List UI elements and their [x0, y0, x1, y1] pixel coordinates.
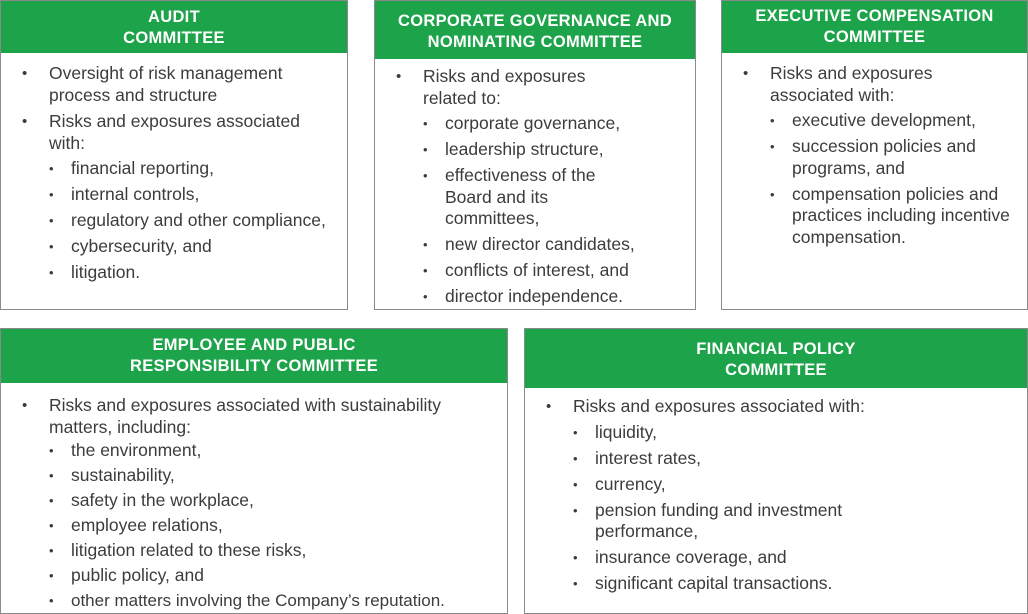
employee-public-responsibility-committee-box	[0, 328, 508, 614]
sub-list	[49, 158, 333, 284]
sub-list-item: • executive development,	[770, 110, 1017, 132]
sub-list	[423, 113, 681, 308]
bullet-list	[722, 63, 1017, 248]
corporate-governance-committee-box	[374, 0, 696, 310]
sub-list-item: • liquidity,	[573, 422, 907, 444]
header-line: RESPONSIBILITY COMMITTEE	[130, 357, 378, 375]
list-item	[1, 63, 333, 106]
sub-list-item: • corporate governance,	[423, 113, 681, 135]
corporate-governance-committee-header	[375, 1, 695, 59]
header-line: EMPLOYEE AND PUBLIC	[152, 336, 356, 354]
header-line: COMMITTEE	[725, 361, 827, 379]
sub-list	[49, 440, 501, 612]
sub-list-item: • effectiveness of the Board and its committees,	[423, 165, 681, 230]
sub-list-item: • insurance coverage, and	[573, 547, 907, 569]
financial-policy-committee-body	[525, 388, 1027, 595]
list-item	[1, 111, 333, 284]
executive-compensation-committee-body	[722, 53, 1027, 248]
executive-compensation-committee-box	[721, 0, 1028, 310]
sub-list	[573, 422, 907, 595]
sub-list-item: • significant capital transactions.	[573, 573, 907, 595]
corporate-governance-committee-body	[375, 59, 695, 308]
sub-list-item: • litigation related to these risks,	[49, 540, 501, 562]
sub-list-item: • other matters involving the Company’s reputation.	[49, 590, 501, 612]
sub-list-item: • compensation policies and practices including incentive compensation.	[770, 184, 1017, 249]
financial-policy-committee-header	[525, 329, 1027, 388]
list-item-text: Risks and exposures associated with sustainability matters, including:	[49, 395, 441, 437]
sub-list-item: • currency,	[573, 474, 907, 496]
header-line: FINANCIAL POLICY	[696, 340, 856, 358]
sub-list-item: • sustainability,	[49, 465, 501, 487]
sub-list	[770, 110, 1017, 248]
bullet-list	[1, 395, 501, 612]
sub-list-item: • new director candidates,	[423, 234, 681, 256]
employee-public-responsibility-committee-header	[1, 329, 507, 383]
audit-committee-box	[0, 0, 348, 310]
header-line: COMMITTEE	[123, 29, 225, 47]
sub-list-item: • succession policies and programs, and	[770, 136, 1017, 179]
sub-list-item: • public policy, and	[49, 565, 501, 587]
list-item	[1, 395, 501, 612]
sub-list-item: • employee relations,	[49, 515, 501, 537]
bullet-list	[525, 396, 907, 595]
sub-list-item: • director independence.	[423, 286, 681, 308]
sub-list-item: • financial reporting,	[49, 158, 333, 180]
list-item-text: Risks and exposures related to:	[423, 66, 586, 108]
list-item-text: Risks and exposures associated with:	[49, 111, 300, 153]
list-item	[375, 66, 681, 308]
list-item	[722, 63, 1017, 248]
header-line: AUDIT	[148, 8, 200, 26]
list-item	[525, 396, 907, 595]
employee-public-responsibility-committee-body	[1, 383, 507, 612]
financial-policy-committee-box	[524, 328, 1028, 614]
executive-compensation-committee-header	[722, 1, 1027, 53]
sub-list-item: • regulatory and other compliance,	[49, 210, 333, 232]
bullet-list	[375, 66, 681, 308]
sub-list-item: • leadership structure,	[423, 139, 681, 161]
list-item-text: Oversight of risk management process and structure	[49, 63, 283, 105]
audit-committee-body	[1, 53, 347, 284]
header-line: EXECUTIVE COMPENSATION	[755, 7, 994, 25]
list-item-text: Risks and exposures associated with:	[573, 396, 865, 416]
sub-list-item: • interest rates,	[573, 448, 907, 470]
sub-list-item: • pension funding and investment performance,	[573, 500, 907, 543]
sub-list-item: • cybersecurity, and	[49, 236, 333, 258]
list-item-text: Risks and exposures associated with:	[770, 63, 933, 105]
sub-list-item: • litigation.	[49, 262, 333, 284]
audit-committee-header	[1, 1, 347, 53]
header-line: COMMITTEE	[823, 28, 926, 46]
bullet-list	[1, 63, 333, 284]
sub-list-item: • the environment,	[49, 440, 501, 462]
header-line: NOMINATING COMMITTEE	[427, 33, 643, 51]
sub-list-item: • conflicts of interest, and	[423, 260, 681, 282]
header-line: CORPORATE GOVERNANCE AND	[398, 12, 672, 30]
sub-list-item: • safety in the workplace,	[49, 490, 501, 512]
sub-list-item: • internal controls,	[49, 184, 333, 206]
